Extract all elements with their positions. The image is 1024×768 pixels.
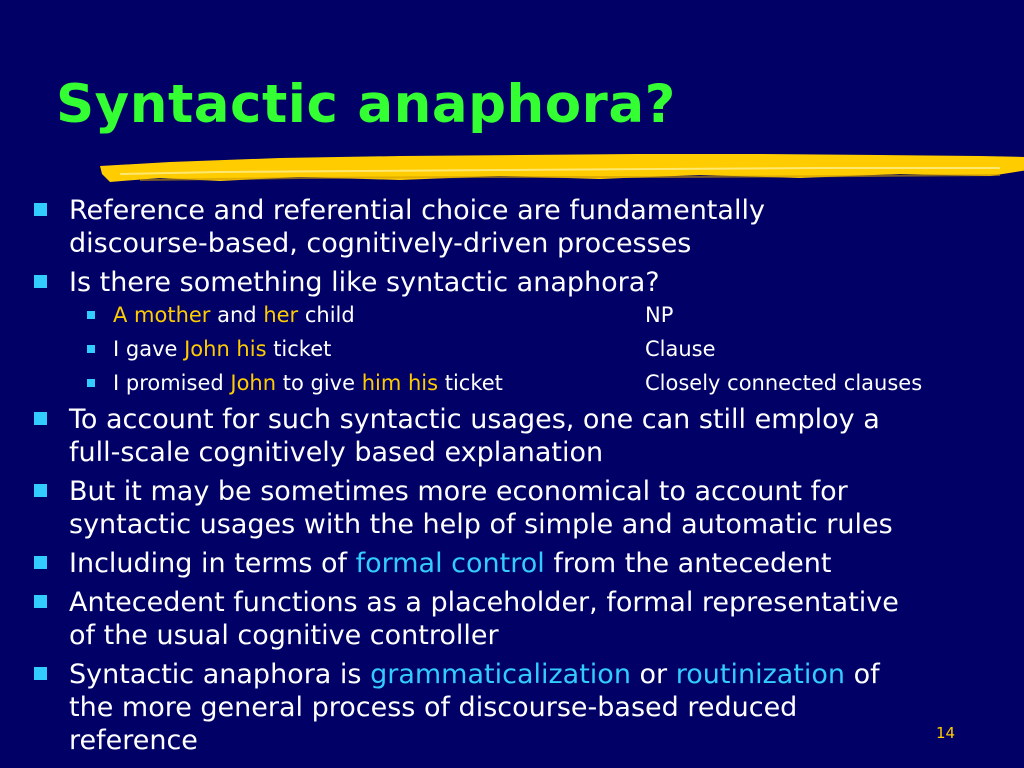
bullet-4-line-1: But it may be sometimes more economical to account for: [69, 476, 848, 507]
bullet-list: [0, 194, 1000, 763]
bullet-1-line-1: Reference and referential choice are fundamentally: [69, 195, 765, 226]
example-3-text-b: John: [230, 371, 277, 395]
small-square-bullet-icon: [87, 379, 95, 387]
bullet-item-1: [0, 194, 1000, 260]
example-3-text-d: him his: [361, 371, 439, 395]
example-2-text-c: ticket: [266, 337, 332, 361]
example-item-np: [0, 298, 1000, 332]
example-1-text-b: and: [210, 303, 264, 327]
example-3-text-e: ticket: [438, 371, 503, 395]
square-bullet-icon: [34, 484, 47, 497]
example-2-text-a: I gave: [113, 337, 185, 361]
example-3-text-a: I promised: [113, 371, 231, 395]
bullet-7-highlight-1: grammaticalization: [370, 659, 631, 690]
title-underline-brushstroke: [100, 152, 1024, 188]
example-item-clause: [0, 332, 1000, 366]
example-item-connected-clauses: [0, 366, 1000, 400]
bullet-5-highlight: formal control: [355, 548, 545, 579]
example-1-text-a: A mother: [113, 303, 211, 327]
bullet-5-line-1: [69, 547, 1000, 580]
example-2-tag: Clause: [645, 337, 716, 361]
square-bullet-icon: [34, 412, 47, 425]
bullet-7-line-1: [69, 658, 1000, 691]
square-bullet-icon: [34, 667, 47, 680]
example-1-text-c: her: [263, 303, 299, 327]
bullet-3-line-1: To account for such syntactic usages, one can still employ a: [69, 404, 880, 435]
bullet-7-text-a: Syntactic anaphora is: [69, 659, 371, 690]
bullet-7-line-2: the more general process of discourse-based reduced: [69, 692, 798, 723]
small-square-bullet-icon: [87, 345, 95, 353]
bullet-item-6: [0, 586, 1000, 652]
bullet-item-2: [0, 266, 1000, 299]
example-1-tag: NP: [645, 303, 674, 327]
bullet-7-text-c: of: [845, 659, 880, 690]
bullet-7-text-b: or: [630, 659, 676, 690]
bullet-7-line-3: reference: [69, 725, 198, 756]
example-1-text-d: child: [298, 303, 355, 327]
bullet-6-line-2: of the usual cognitive controller: [69, 620, 499, 651]
bullet-4-line-2: syntactic usages with the help of simple and automatic rules: [69, 509, 893, 540]
bullet-item-4: [0, 475, 1000, 541]
square-bullet-icon: [34, 203, 47, 216]
bullet-5-text-b: from the antecedent: [544, 548, 832, 579]
bullet-2-line-1: Is there something like syntactic anaphora?: [69, 267, 660, 298]
bullet-item-7: [0, 658, 1000, 757]
example-3-text-c: to give: [276, 371, 362, 395]
bullet-item-3: [0, 403, 1000, 469]
bullet-item-5: [0, 547, 1000, 580]
bullet-7-highlight-2: routinization: [675, 659, 846, 690]
bullet-3-line-2: full-scale cognitively based explanation: [69, 437, 604, 468]
square-bullet-icon: [34, 556, 47, 569]
square-bullet-icon: [34, 275, 47, 288]
example-list: [0, 298, 1000, 400]
bullet-1-line-2: discourse-based, cognitively-driven processes: [69, 228, 692, 259]
bullet-6-line-1: Antecedent functions as a placeholder, formal representative: [69, 587, 899, 618]
bullet-5-text-a: Including in terms of: [69, 548, 356, 579]
small-square-bullet-icon: [87, 311, 95, 319]
slide-title: Syntactic anaphora?: [56, 74, 676, 135]
square-bullet-icon: [34, 595, 47, 608]
example-3-tag: Closely connected clauses: [645, 371, 923, 395]
example-2-text-b: John his: [184, 337, 267, 361]
page-number: 14: [936, 724, 956, 742]
